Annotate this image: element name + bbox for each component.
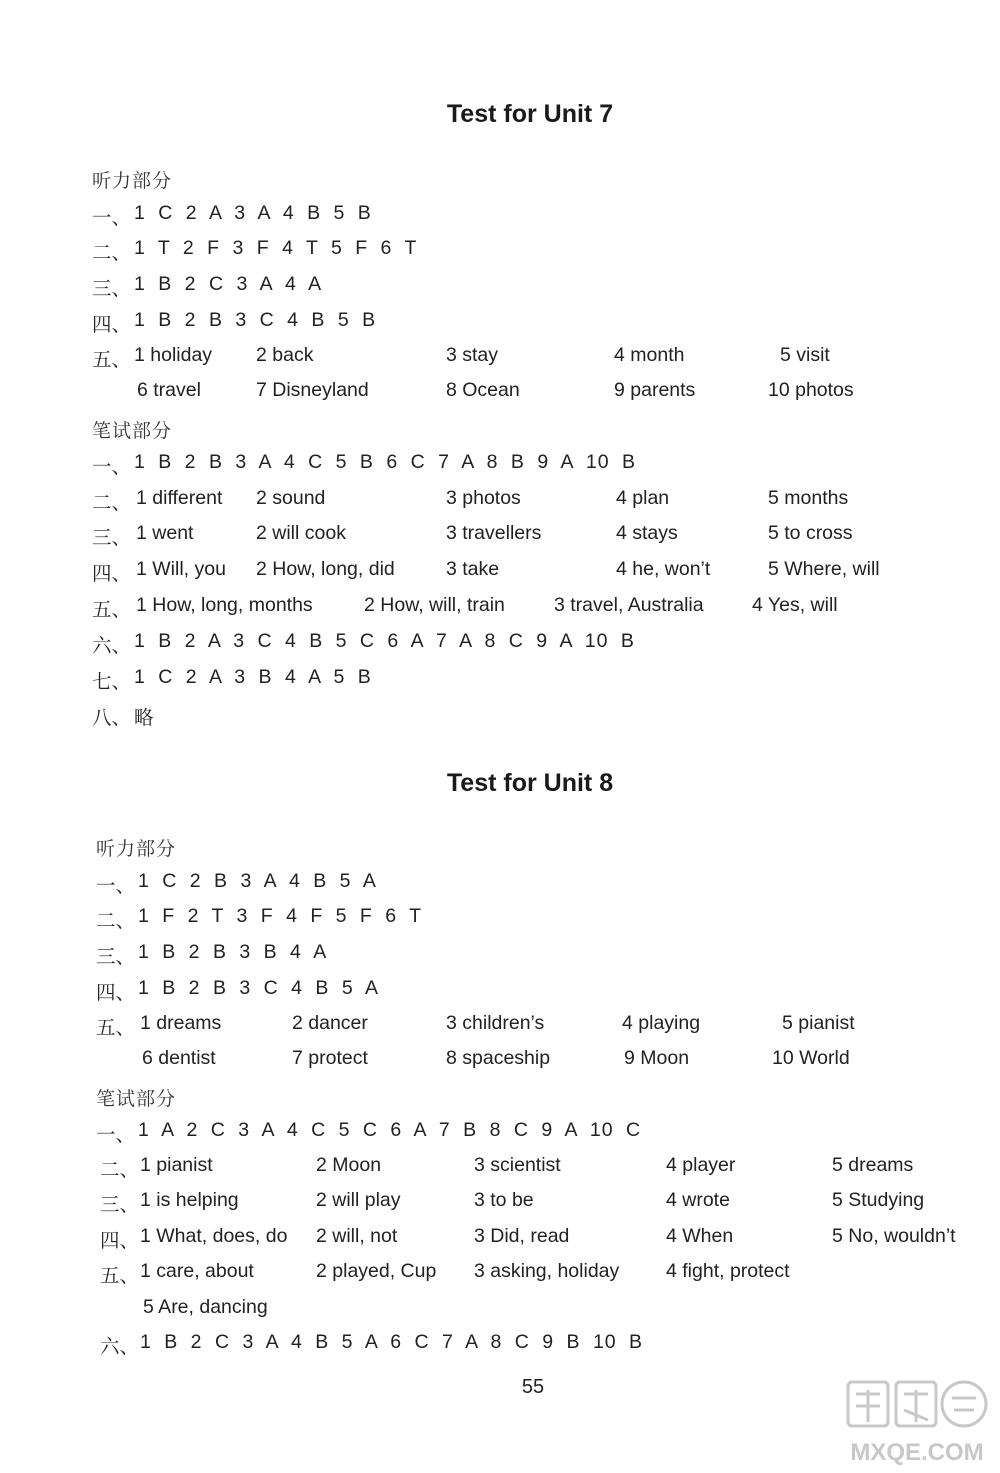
answer-row: 6 dentist 7 protect 8 spaceship 9 Moon 10 World — [142, 1047, 850, 1069]
answer-row: 6 travel 7 Disneyland 8 Ocean 9 parents 10 photos — [137, 379, 854, 401]
unit8-listening-label: 听力部分 — [96, 838, 177, 860]
answer-row: 四、 1 Will, you 2 How, long, did 3 take 4 he, won’t 5 Where, will — [92, 558, 880, 585]
answer-row: 三、 1 is helping 2 will play 3 to be 4 wrote 5 Studying — [100, 1189, 925, 1216]
answer-row: 五、 1 care, about 2 played, Cup 3 asking, holiday 4 fight, protect — [100, 1260, 790, 1287]
unit8-writing-label: 笔试部分 — [96, 1088, 177, 1110]
unit7-title: Test for Unit 7 — [446, 100, 614, 128]
unit7-writing-label: 笔试部分 — [92, 420, 173, 442]
watermark-logo — [842, 1376, 992, 1468]
answer-row: 五、 1 dreams 2 dancer 3 children’s 4 playing 5 pianist — [96, 1012, 855, 1039]
answer-row: 四、 1 What, does, do 2 will, not 3 Did, read 4 When 5 No, wouldn’t — [100, 1225, 956, 1252]
unit7-listening-label: 听力部分 — [92, 170, 173, 192]
answer-row: 二、 1 different 2 sound 3 photos 4 plan 5 months — [92, 487, 849, 514]
answer-row: 二、 1 pianist 2 Moon 3 scientist 4 player 5 dreams — [100, 1154, 914, 1181]
answer-row: 五、 1 holiday 2 back 3 stay 4 month 5 visit — [92, 344, 830, 371]
watermark-logo-graphic — [842, 1376, 992, 1468]
answer-row: 三、 1 went 2 will cook 3 travellers 4 stays 5 to cross — [92, 522, 853, 549]
svg-text:MXQE.COM: MXQE.COM — [850, 1439, 984, 1466]
page-number: 55 — [521, 1376, 545, 1398]
answer-row: 五、 1 How, long, months 2 How, will, train 3 travel, Australia 4 Yes, will — [92, 594, 838, 621]
unit8-title: Test for Unit 8 — [446, 769, 614, 797]
